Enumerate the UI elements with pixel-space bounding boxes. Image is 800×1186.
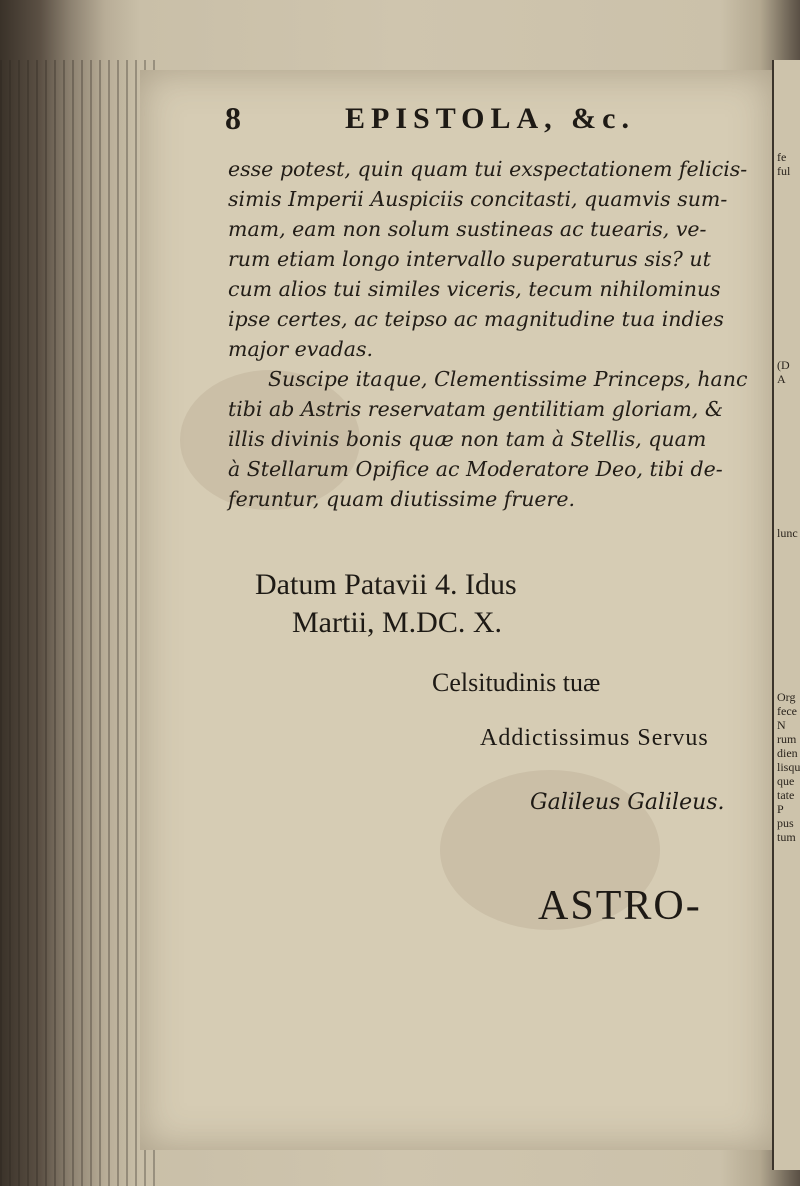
text-line: ipse certes, ac teipso ac magnitudine tua indies — [228, 307, 724, 331]
right-page-fragment: lisqu — [777, 760, 800, 774]
right-page-fragment: N — [777, 718, 786, 732]
right-page-fragment: Org — [777, 690, 796, 704]
right-page-fragment: fece — [777, 704, 797, 718]
text-line: Suscipe itaque, Clementissime Princeps, hanc — [268, 367, 748, 391]
date-line: Datum Patavii 4. Idus — [255, 568, 517, 601]
right-page-fragment: P — [777, 802, 784, 816]
closing-salutation: Celsitudinis tuæ — [432, 668, 601, 697]
right-page-fragment: rum — [777, 732, 797, 746]
text-line: simis Imperii Auspiciis concitasti, quamvis sum- — [228, 187, 728, 211]
page-edges — [0, 60, 160, 1186]
right-page-fragment: que — [777, 774, 795, 788]
text-line: major evadas. — [228, 337, 373, 361]
right-page-fragment: A — [777, 372, 786, 386]
right-page-fragment: dien — [777, 746, 798, 760]
signature: Galileus Galileus. — [530, 790, 725, 815]
page-number: 8 — [225, 100, 241, 136]
right-page-fragment: (D — [777, 358, 790, 372]
right-page-fragment: tum — [777, 830, 796, 844]
text-line: rum etiam longo intervallo superaturus sis? ut — [228, 247, 711, 271]
right-page-edge — [772, 60, 800, 1170]
date-line: Martii, M.DC. X. — [292, 606, 502, 639]
text-line: à Stellarum Opifice ac Moderatore Deo, tibi de- — [228, 457, 723, 481]
running-header — [225, 100, 745, 144]
text-line: feruntur, quam diutissime fruere. — [228, 487, 575, 511]
right-page-fragment: tate — [777, 788, 795, 802]
text-line: mam, eam non solum sustineas ac tuearis, ve- — [228, 217, 707, 241]
text-line: illis divinis bonis quæ non tam à Stellis, quam — [228, 427, 707, 451]
text-line: tibi ab Astris reservatam gentilitiam gloriam, & — [228, 397, 724, 421]
right-page-fragment: lunc — [777, 526, 798, 540]
right-page-fragment: pus — [777, 816, 794, 830]
text-line: esse potest, quin quam tui exspectationem felicis- — [228, 157, 748, 181]
running-title: EPISTOLA, &c. — [345, 102, 635, 135]
right-page-fragment: ful — [777, 164, 791, 178]
letter-body — [228, 154, 758, 514]
right-page-fragment: fe — [777, 150, 787, 164]
text-line: cum alios tui similes viceris, tecum nihilominus — [228, 277, 721, 301]
catchword: ASTRO- — [538, 883, 702, 929]
closing-servus: Addictissimus Servus — [480, 725, 709, 751]
